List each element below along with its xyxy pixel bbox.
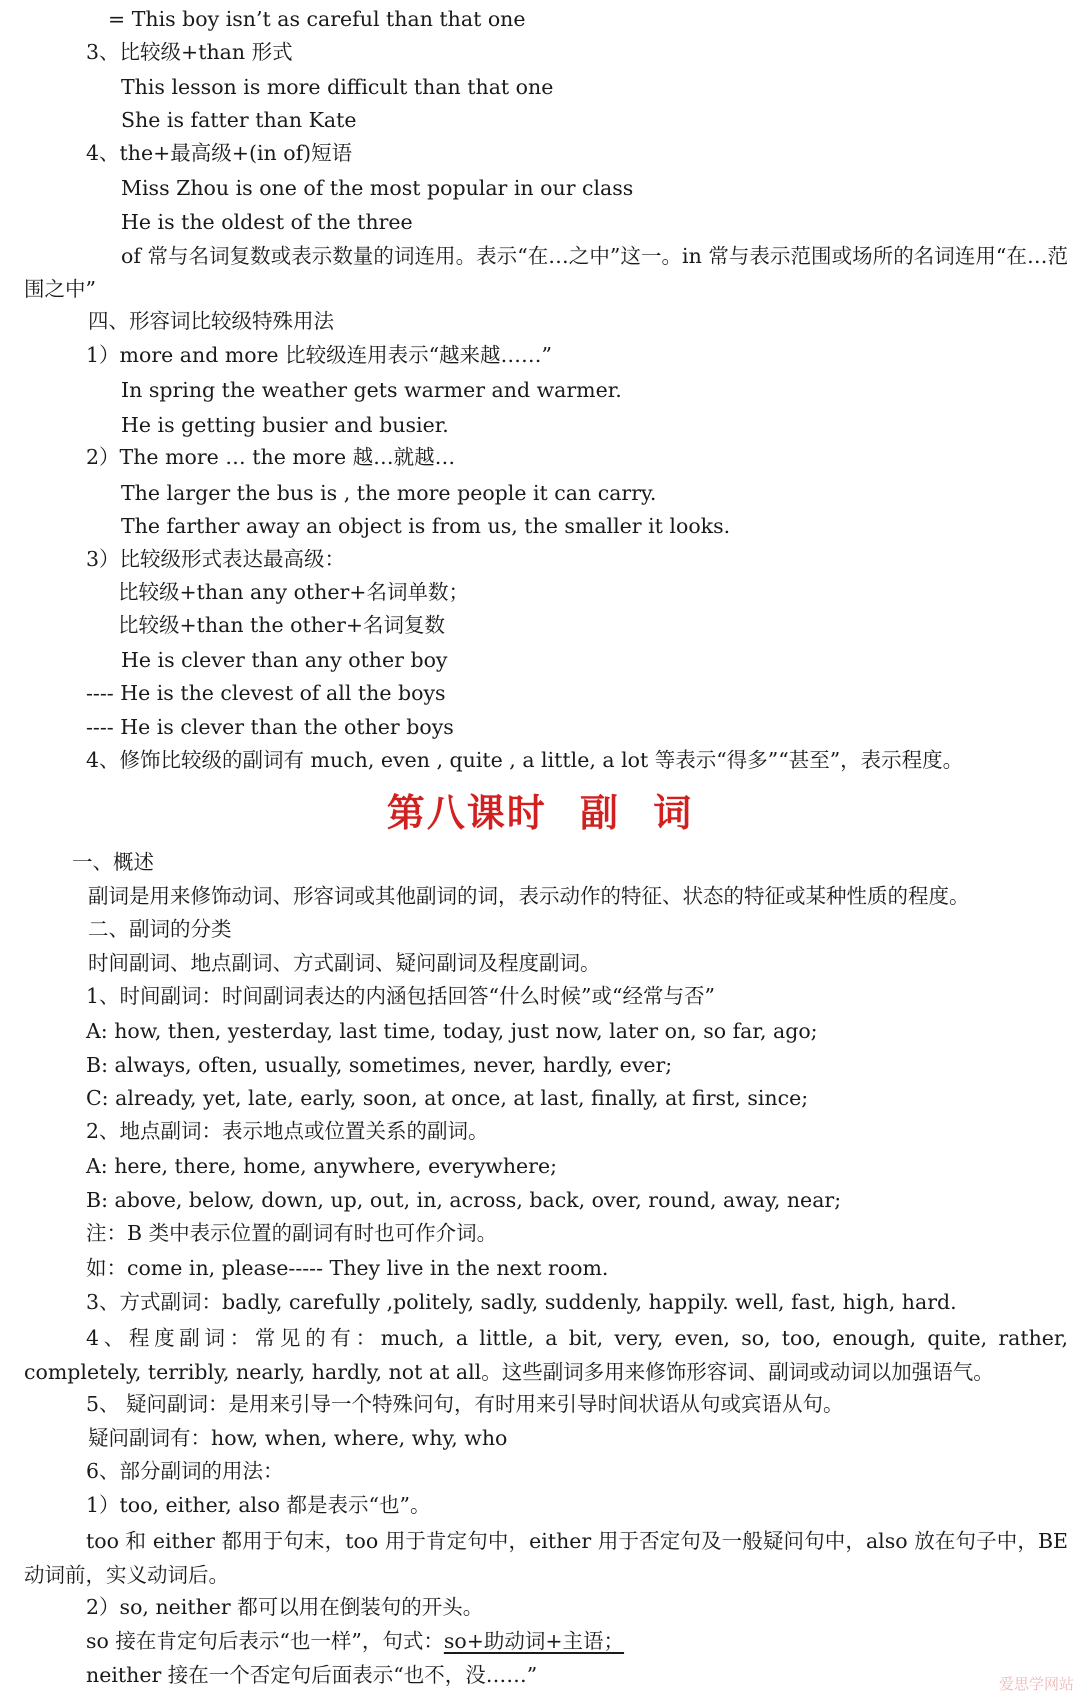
text-paragraph: of 常与名词复数或表示数量的词连用。表示“在…之中”这一。in 常与表示范围或场所的名词连用“在…范围之中” — [24, 244, 1068, 301]
text-line: 2）The more … the more 越…就越… — [86, 445, 456, 469]
text-line: = This boy isn’t as careful than that one — [108, 7, 526, 31]
text-line: This lesson is more difficult than that one — [121, 75, 554, 99]
text-line: 5、 疑问副词：是用来引导一个特殊问句，有时用来引导时间状语从句或宾语从句。 — [86, 1392, 844, 1416]
text-line: 1）more and more 比较级连用表示“越来越……” — [86, 343, 553, 367]
text-line: 如：come in, please----- They live in the next room. — [86, 1256, 609, 1280]
text-line: 比较级+than any other+名词单数； — [118, 580, 469, 604]
text-line: 3）比较级形式表达最高级： — [86, 547, 346, 571]
text-line: 四、形容词比较级特殊用法 — [88, 309, 334, 333]
text-line: He is clever than any other boy — [121, 648, 448, 672]
text-line: 2）so, neither 都可以用在倒装句的开头。 — [86, 1595, 484, 1619]
text-line: A: here, there, home, anywhere, everywhere; — [86, 1154, 558, 1178]
underlined-formula: so+助动词+主语； — [443, 1629, 625, 1653]
text-line: 3、比较级+than 形式 — [86, 40, 293, 64]
text-segment: so 接在肯定句后表示“也一样”，句式： — [86, 1629, 444, 1653]
section-title: 第八课时 副 词 — [386, 791, 694, 835]
text-paragraph: 4、程度副词：常见的有：much, a little, a bit, very, even, so, too, enough, quite, rather, completely, terribly, nearly, hardly, not at all。这些副词多用来修饰形容词、副词或动词以加强语气。 — [24, 1326, 1068, 1384]
text-line: He is getting busier and busier. — [121, 413, 449, 437]
text-line: B: above, below, down, up, out, in, across, back, over, round, away, near; — [86, 1188, 842, 1212]
watermark: 爱思学网站 — [998, 1675, 1074, 1693]
text-line: The farther away an object is from us, the smaller it looks. — [121, 514, 731, 538]
text-line: 1、时间副词：时间副词表达的内涵包括回答“什么时候”或“经常与否” — [86, 984, 715, 1008]
text-line: Miss Zhou is one of the most popular in our class — [121, 176, 634, 200]
text-line: 1）too, either, also 都是表示“也”。 — [86, 1493, 431, 1517]
text-line: neither 接在一个否定句后面表示“也不，没……” — [86, 1663, 538, 1687]
text-line: 4、修饰比较级的副词有 much, even , quite , a little, a lot 等表示“得多”“甚至”，表示程度。 — [86, 748, 964, 772]
text-line — [86, 1626, 624, 1656]
text-line: In spring the weather gets warmer and warmer. — [121, 378, 622, 402]
text-line: 6、部分副词的用法： — [86, 1459, 284, 1483]
text-line: 2、地点副词：表示地点或位置关系的副词。 — [86, 1119, 489, 1143]
text-line: 一、概述 — [72, 850, 154, 874]
text-line: 副词是用来修饰动词、形容词或其他副词的词，表示动作的特征、状态的特征或某种性质的程度。 — [88, 884, 970, 908]
text-line: 4、the+最高级+(in of)短语 — [86, 141, 353, 165]
text-line: 3、方式副词：badly, carefully ,politely, sadly, suddenly, happily. well, fast, high, hard. — [86, 1290, 957, 1314]
text-line: She is fatter than Kate — [121, 108, 357, 132]
text-line: The larger the bus is , the more people it can carry. — [121, 481, 657, 505]
text-line: 二、副词的分类 — [88, 917, 232, 941]
text-line: 疑问副词有：how, when, where, why, who — [88, 1426, 508, 1450]
text-line: ---- He is the clevest of all the boys — [86, 681, 446, 705]
text-line: C: already, yet, late, early, soon, at once, at last, finally, at first, since; — [86, 1086, 809, 1110]
text-line: 比较级+than the other+名词复数 — [118, 613, 446, 637]
text-paragraph: too 和 either 都用于句末，too 用于肯定句中，either 用于否定句及一般疑问句中，also 放在句子中，BE 动词前，实义动词后。 — [24, 1529, 1068, 1587]
text-line: A: how, then, yesterday, last time, today, just now, later on, so far, ago; — [86, 1019, 818, 1043]
text-line: B: always, often, usually, sometimes, never, hardly, ever; — [86, 1053, 673, 1077]
text-line: 注：B 类中表示位置的副词有时也可作介词。 — [86, 1221, 498, 1245]
text-line: He is the oldest of the three — [121, 210, 413, 234]
text-line: ---- He is clever than the other boys — [86, 715, 454, 739]
text-line: 时间副词、地点副词、方式副词、疑问副词及程度副词。 — [88, 951, 601, 975]
